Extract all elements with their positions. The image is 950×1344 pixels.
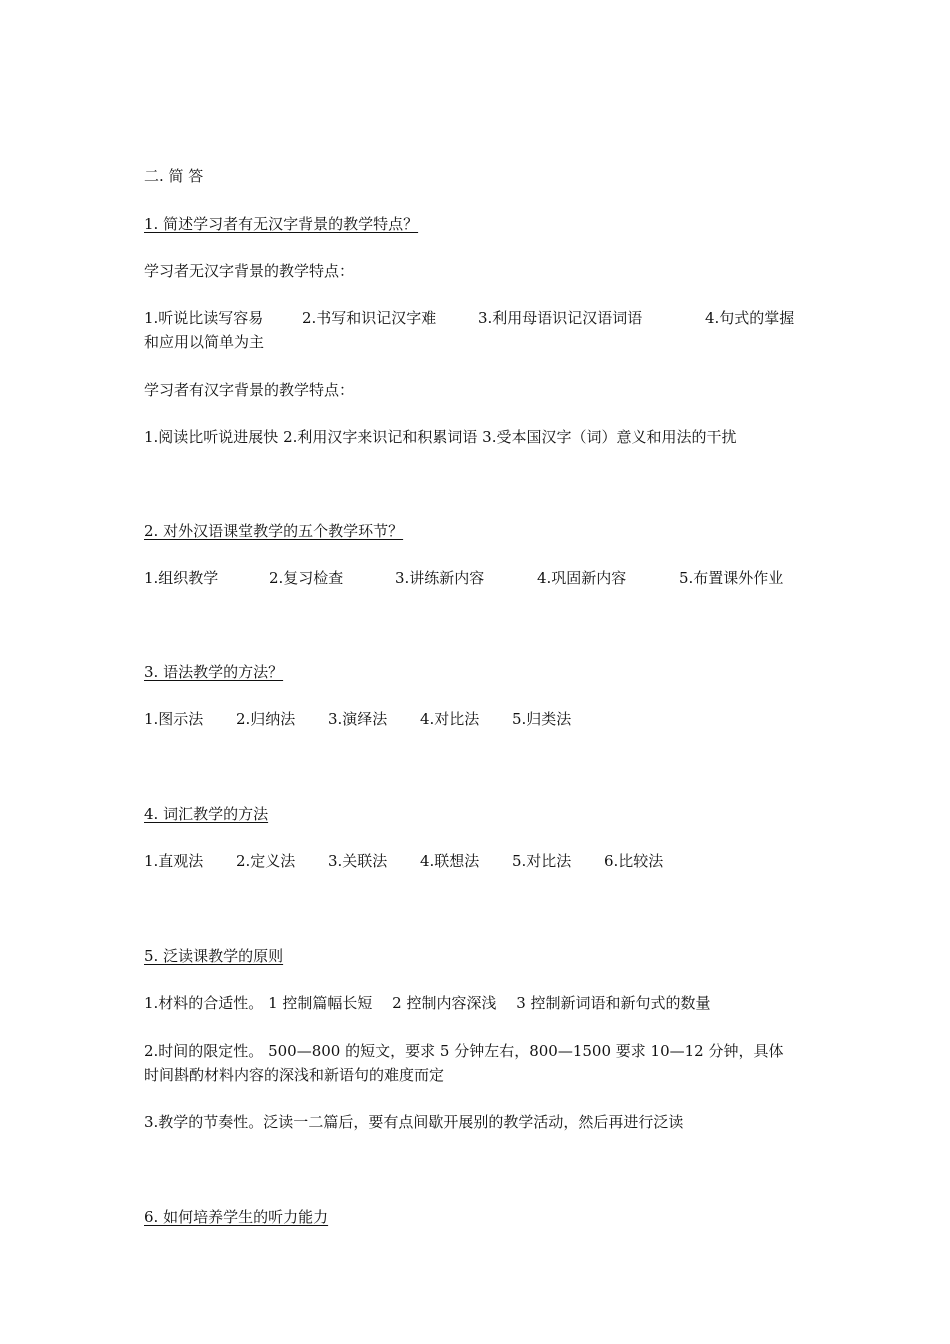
section-title: 二. 简 答 bbox=[144, 167, 204, 185]
list-item: 2.书写和识记汉字难 bbox=[302, 309, 437, 327]
list-item: 3.演绎法 bbox=[328, 710, 388, 728]
with-background-label: 学习者有汉字背景的教学特点： bbox=[144, 381, 355, 399]
question-3-heading: 3. 语法教学的方法？ bbox=[144, 663, 284, 681]
list-item: 1.图示法 bbox=[144, 710, 204, 728]
list-item: 5.对比法 bbox=[512, 852, 572, 870]
question-2-heading: 2. 对外汉语课堂教学的五个教学环节？ bbox=[144, 522, 404, 540]
list-item: 1.组织教学 bbox=[144, 569, 219, 587]
list-item: 3.利用母语识记汉语词语 bbox=[478, 309, 643, 327]
list-item: 1.听说比读写容易 bbox=[144, 309, 264, 327]
q5-paragraph-2-line-2: 时间斟酌材料内容的深浅和新语句的难度而定 bbox=[144, 1066, 445, 1084]
list-item: 3.讲练新内容 bbox=[395, 569, 485, 587]
list-item: 4.巩固新内容 bbox=[537, 569, 627, 587]
q5-paragraph-1: 1.材料的合适性。 1 控制篇幅长短 2 控制内容深浅 3 控制新词语和新句式的数量 bbox=[144, 994, 711, 1012]
question-6-heading: 6. 如何培养学生的听力能力 bbox=[144, 1208, 329, 1226]
q5-paragraph-2-line-1: 2.时间的限定性。 500—800 的短文，要求 5 分钟左右，800—1500 要求 10—12 分钟，具体 bbox=[144, 1042, 784, 1060]
list-item: 5.布置课外作业 bbox=[679, 569, 784, 587]
list-item: 2.归纳法 bbox=[236, 710, 296, 728]
list-item: 4.对比法 bbox=[420, 710, 480, 728]
question-5-heading: 5. 泛读课教学的原则 bbox=[144, 947, 284, 965]
question-4-heading: 4. 词汇教学的方法 bbox=[144, 805, 269, 823]
question-1-heading: 1. 简述学习者有无汉字背景的教学特点？ bbox=[144, 215, 419, 233]
list-item: 4.句式的掌握 bbox=[705, 309, 795, 327]
list-item: 2.复习检查 bbox=[269, 569, 344, 587]
list-item: 4.联想法 bbox=[420, 852, 480, 870]
list-item: 6.比较法 bbox=[604, 852, 664, 870]
list-item: 1.直观法 bbox=[144, 852, 204, 870]
list-item: 5.归类法 bbox=[512, 710, 572, 728]
with-background-items: 1.阅读比听说进展快 2.利用汉字来识记和积累词语 3.受本国汉字（词）意义和用法的干扰 bbox=[144, 428, 737, 446]
list-item: 2.定义法 bbox=[236, 852, 296, 870]
q5-paragraph-3: 3.教学的节奏性。泛读一二篇后，要有点间歇开展别的教学活动，然后再进行泛读 bbox=[144, 1113, 684, 1131]
list-item: 3.关联法 bbox=[328, 852, 388, 870]
no-background-continuation: 和应用以简单为主 bbox=[144, 333, 265, 351]
no-background-label: 学习者无汉字背景的教学特点： bbox=[144, 262, 355, 280]
